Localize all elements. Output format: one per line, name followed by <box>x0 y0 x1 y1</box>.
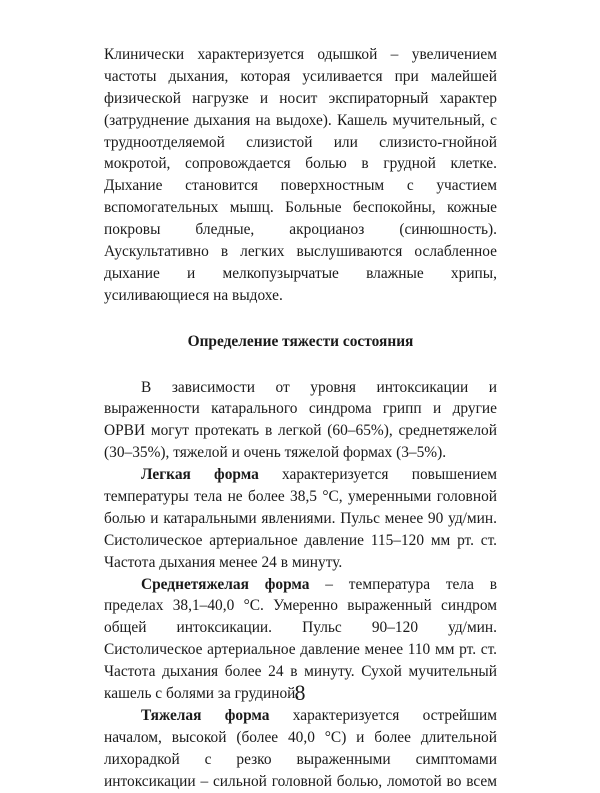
text-line: физической нагрузке и носит экспираторный характер <box>104 89 497 107</box>
text-line: покровы бледные, акроцианоз (синюшность). <box>104 221 497 239</box>
text-line: В зависимости от уровня интоксикации и <box>141 378 497 396</box>
text-line: частоты дыхания, которая усиливается при малейшей <box>104 67 497 85</box>
text-line: интоксикации – сильной головной болью, ломотой во всем <box>104 772 497 790</box>
text-line: Клинически характеризуется одышкой – увеличением <box>104 46 497 63</box>
moderate-form-term: Среднетяжелая форма <box>141 575 310 593</box>
text-line: трудноотделяемой слизистой или слизисто-гнойной <box>104 133 497 151</box>
text-line: (затруднение дыхания на выдохе). Кашель мучительный, с <box>104 111 497 129</box>
text-line: Систолическое артериальное давление менее 110 мм рт. ст. <box>104 641 497 659</box>
text-line: Частота дыхания менее 24 в минуту. <box>104 553 343 571</box>
text-line: кашель с болями за грудиной. <box>104 685 300 703</box>
text-line: выраженности катарального синдрома грипп и другие <box>104 400 497 418</box>
severe-form-first-line: характеризуется острейшим <box>292 706 497 724</box>
text-line: усиливающиеся на выдохе. <box>104 286 283 304</box>
text-line: общей интоксикации. Пульс 90–120 уд/мин. <box>104 619 497 637</box>
mild-form-paragraph <box>104 464 497 573</box>
text-line <box>104 464 497 486</box>
page-number: 8 <box>294 680 306 705</box>
severe-form-term: Тяжелая форма <box>141 706 270 724</box>
text-line: пределах 38,1–40,0 °С. Умеренно выраженный синдром <box>104 597 497 615</box>
intro-paragraph <box>104 44 497 307</box>
mild-form-term: Легкая форма <box>141 466 259 484</box>
text-line <box>104 574 497 596</box>
text-line: дыхание и мелкопузырчатые влажные хрипы, <box>104 264 497 282</box>
text-line: началом, высокой (более 40,0 °С) и более длительной <box>104 728 497 746</box>
severity-intro-paragraph <box>104 377 497 465</box>
section-heading: Определение тяжести состояния <box>187 332 414 350</box>
text-line <box>104 705 497 727</box>
text-line: Частота дыхания более 24 в минуту. Сухой мучительный <box>104 663 497 681</box>
moderate-form-first-line: – температура тела в <box>325 575 497 593</box>
text-line: мокротой, сопровождается болью в грудной клетке. <box>104 155 497 173</box>
text-line: Дыхание становится поверхностным с участием <box>104 177 497 195</box>
text-line: вспомогательных мышц. Больные беспокойны, кожные <box>104 199 497 217</box>
text-line: болью и катаральными явлениями. Пульс менее 90 уд/мин. <box>104 509 497 527</box>
severe-form-paragraph <box>104 705 497 793</box>
text-line: Аускультативно в легких выслушиваются ослабленное <box>104 243 497 261</box>
text-line: Систолическое артериальное давление 115–120 мм рт. ст. <box>104 531 497 549</box>
text-line: ОРВИ могут протекать в легкой (60–65%), среднетяжелой <box>104 422 497 440</box>
text-line: (30–35%), тяжелой и очень тяжелой формах (3–5%). <box>104 444 447 462</box>
mild-form-first-line: характеризуется повышением <box>282 466 497 484</box>
text-line: температуры тела не более 38,5 °С, умеренными головной <box>104 488 497 506</box>
text-line: лихорадкой с резко выраженными симптомами <box>104 750 497 768</box>
